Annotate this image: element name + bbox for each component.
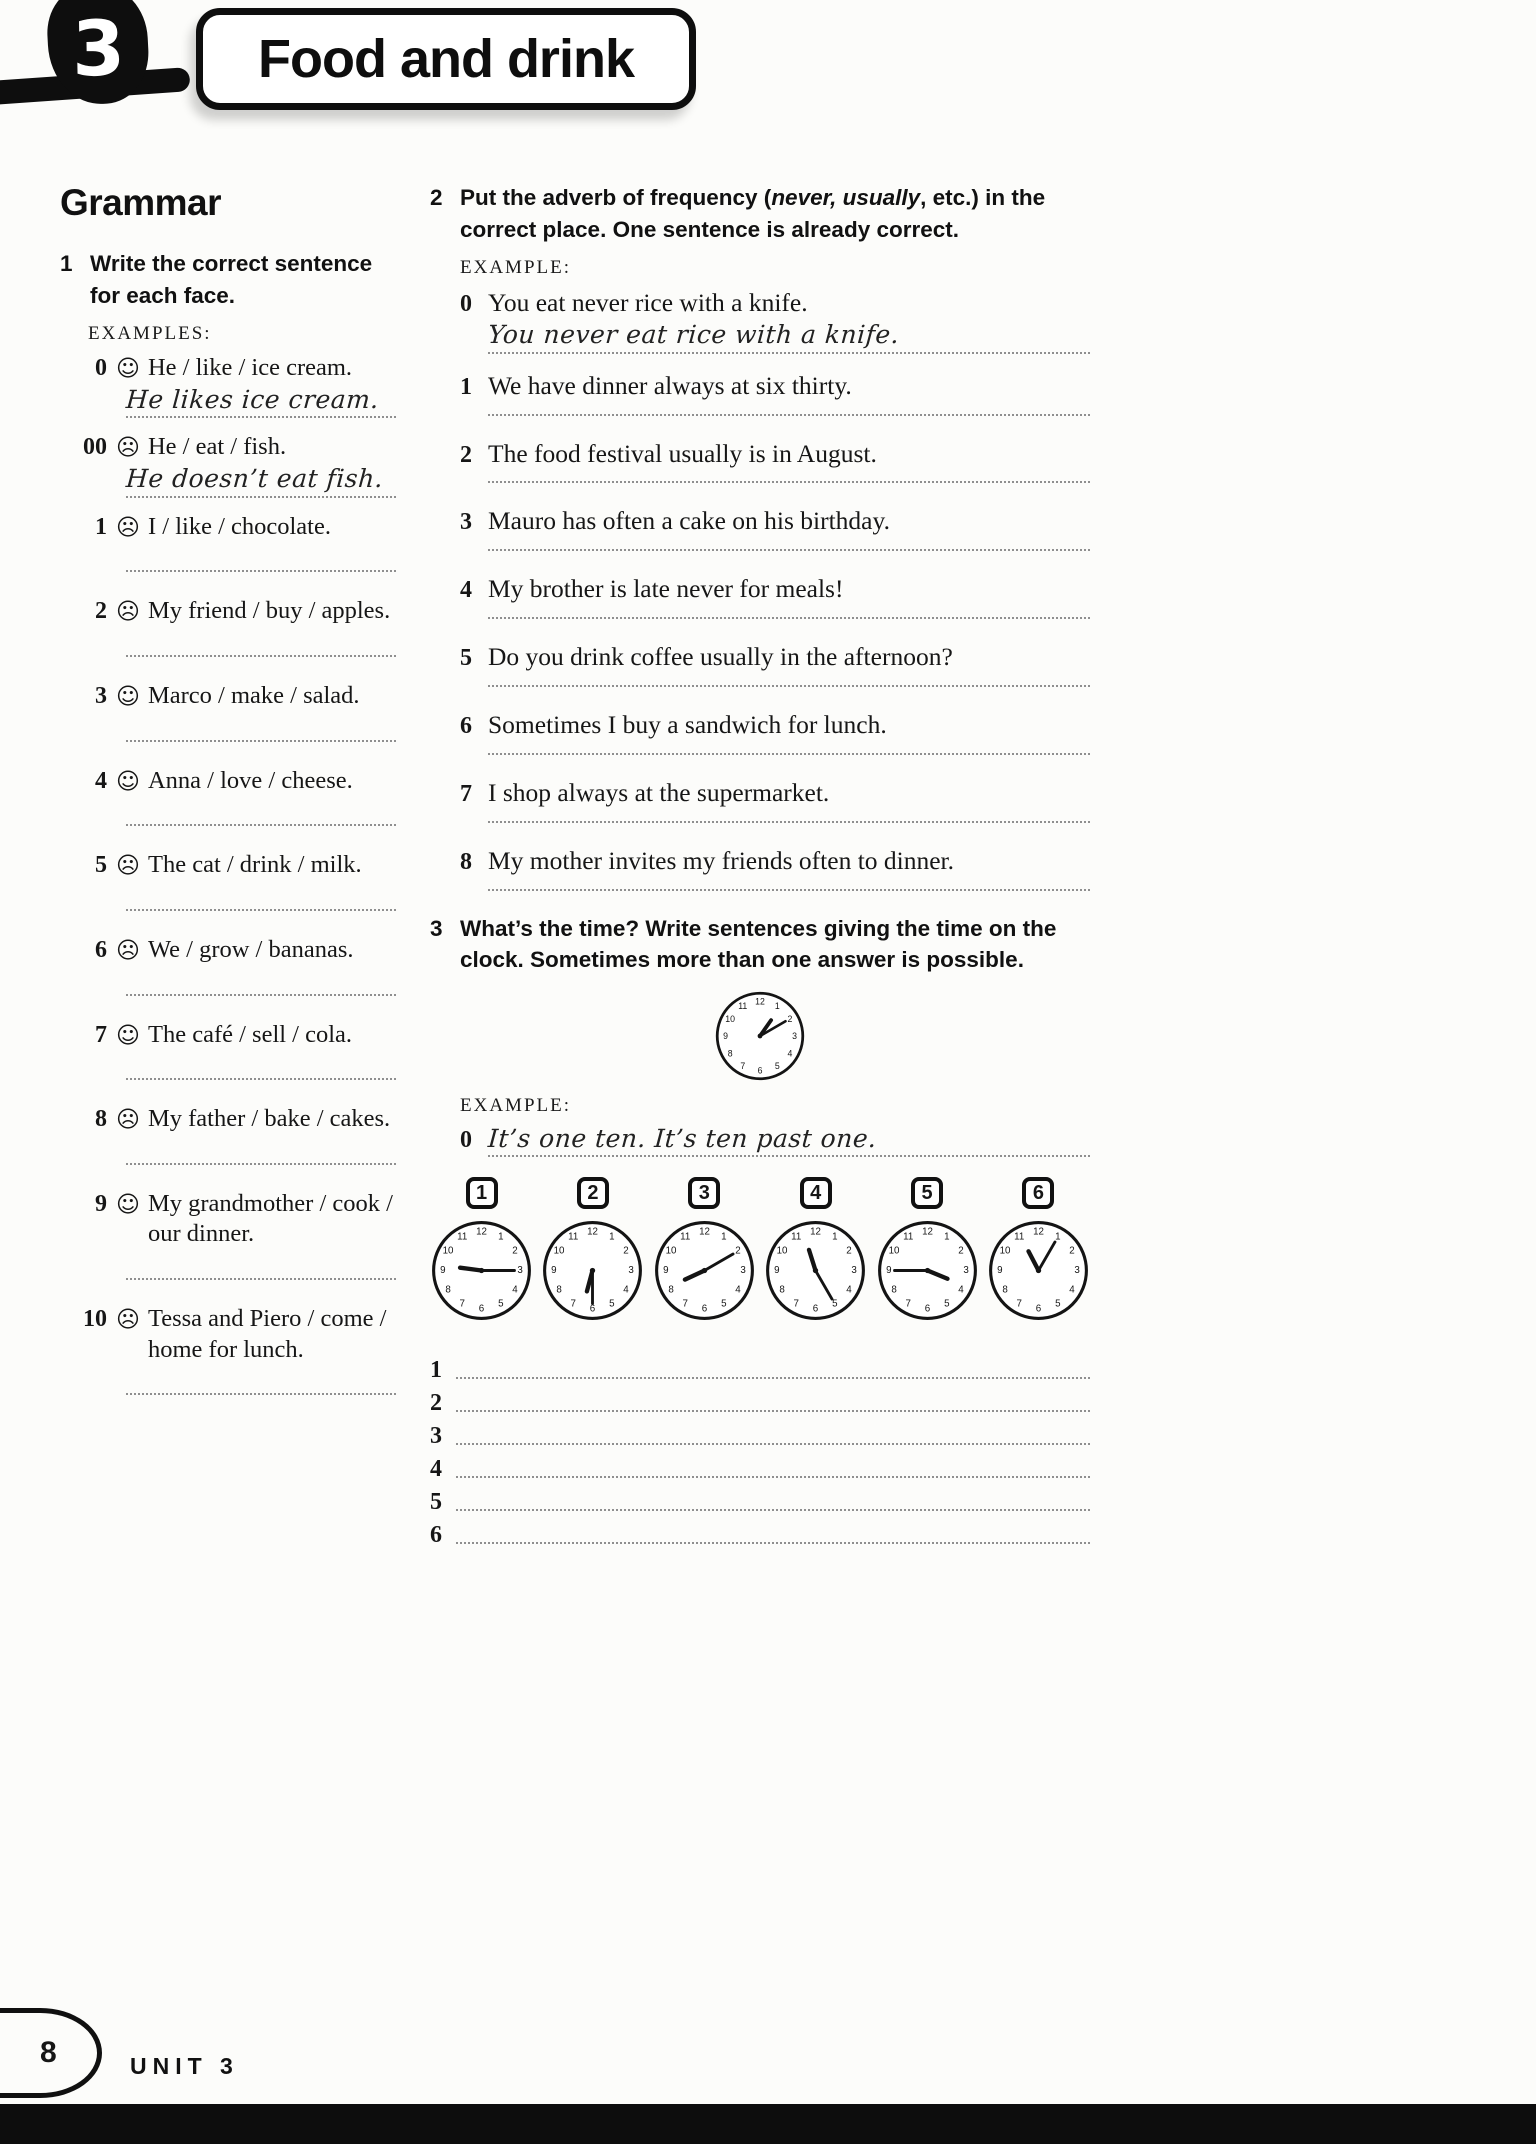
item-number: 10 [83,1306,107,1332]
svg-text:8: 8 [890,1284,897,1296]
svg-text:12: 12 [587,1226,599,1238]
exercise1-item [60,1104,396,1165]
svg-text:3: 3 [740,1265,746,1277]
unit-number: 3 [70,3,126,94]
svg-text:3: 3 [962,1265,969,1277]
svg-text:9: 9 [723,1030,728,1041]
exercise2-item [460,370,1090,416]
svg-text:11: 11 [902,1231,913,1243]
svg-text:12: 12 [921,1226,933,1238]
item-row [460,505,1090,537]
svg-text:4: 4 [846,1284,852,1296]
exercise3-answer-row [430,1351,1090,1384]
exercise3-instruction: What’s the time? Write sentences giving the time on the clock. Sometimes more than one answer is possible. [460,915,1057,973]
exercise3-answer-row [430,1516,1090,1549]
clock-item [764,1177,867,1327]
exercise1-item [60,432,396,497]
sad-face-icon: ☹ [116,599,140,626]
svg-text:5: 5 [720,1298,727,1310]
sad-face-icon: ☹ [116,1307,140,1333]
item-row [460,641,1090,673]
clock-number-badge [577,1177,609,1209]
answer-line[interactable] [126,1060,396,1080]
answer-line[interactable] [488,818,1090,823]
item-row [60,1189,396,1250]
item-number: 8 [95,1106,107,1133]
svg-text:12: 12 [755,996,765,1007]
happy-face-icon: ☺ [116,1022,140,1049]
item-prompt: The cat / drink / milk. [147,851,362,879]
happy-face-icon: ☺ [116,1191,140,1218]
svg-text:10: 10 [725,1013,735,1024]
item-number: 4 [460,577,472,604]
item-prompt: The café / sell / cola. [147,1020,353,1048]
item-number: 4 [95,767,107,794]
svg-text:6: 6 [812,1304,819,1315]
answer-line [126,465,396,498]
item-number: 5 [95,852,107,879]
exercise-number: 2 [430,185,443,210]
item-number: 9 [95,1190,107,1217]
svg-text:5: 5 [832,1298,838,1310]
exercise2-item [460,505,1090,551]
item-row [460,777,1090,809]
exercise3-answer-lines [430,1351,1090,1549]
exercise-number: 3 [430,915,443,941]
clock-number-badge [466,1177,498,1209]
answer-line[interactable] [126,976,396,996]
clock-number: 6 [1032,1181,1045,1204]
svg-text:2: 2 [735,1246,741,1258]
item-number: 6 [430,1522,442,1549]
exercise3-body [460,1095,1090,1158]
item-sentence: The food festival usually is in August. [488,438,877,468]
item-number: 3 [430,1423,442,1450]
svg-text:8: 8 [668,1284,674,1296]
exercise2-item [460,777,1090,823]
svg-text:11: 11 [679,1231,691,1243]
unit-footer-label: UNIT 3 [130,2053,239,2079]
item-number: 1 [460,373,472,400]
example-label: EXAMPLE: [460,1094,571,1116]
exercise1-item [60,1020,396,1081]
svg-text:11: 11 [457,1231,468,1243]
item-row [60,353,396,384]
item-row [60,850,396,881]
svg-text:10: 10 [665,1246,677,1258]
item-prompt: My grandmother / cook / our dinner. [147,1189,393,1248]
svg-text:1: 1 [774,1000,780,1011]
svg-text:11: 11 [1014,1231,1025,1243]
clock-number: 5 [921,1181,933,1204]
svg-text:7: 7 [1016,1298,1022,1310]
examples-label: EXAMPLES: [88,323,212,344]
example-label: EXAMPLE: [460,257,571,278]
svg-text:1: 1 [609,1231,615,1243]
svg-text:11: 11 [568,1231,579,1243]
sad-face-icon: ☹ [116,514,140,541]
item-prompt: Marco / make / salad. [147,682,360,709]
item-number: 0 [460,1126,472,1153]
svg-text:5: 5 [943,1298,950,1310]
svg-text:2: 2 [1069,1246,1075,1258]
clock-item [541,1177,644,1327]
item-prompt: My father / bake / cakes. [147,1105,391,1133]
svg-text:5: 5 [1055,1298,1061,1310]
svg-text:11: 11 [791,1231,802,1243]
svg-text:7: 7 [682,1298,688,1310]
item-number: 0 [460,291,472,317]
svg-text:10: 10 [776,1246,788,1258]
clock-face [987,1219,1090,1327]
item-row [460,438,1090,470]
sad-face-icon: ☹ [116,1107,140,1134]
svg-text:6: 6 [590,1304,596,1315]
answer-line[interactable] [456,1473,1090,1478]
svg-text:9: 9 [885,1265,892,1277]
exercise3-instruction-row [430,913,1090,976]
exercise2-item [460,573,1090,619]
svg-text:3: 3 [517,1265,523,1277]
svg-text:6: 6 [924,1304,930,1315]
svg-text:4: 4 [623,1284,630,1296]
svg-text:1: 1 [832,1231,838,1243]
clock-number-badge [1022,1177,1054,1209]
svg-text:2: 2 [787,1013,793,1024]
svg-text:4: 4 [512,1284,518,1296]
exercise2-instruction-row [430,182,1090,245]
answer-line[interactable] [456,1506,1090,1511]
svg-text:7: 7 [793,1298,800,1310]
svg-text:9: 9 [997,1265,1003,1277]
answer-line[interactable] [456,1539,1090,1544]
item-row [460,370,1090,402]
svg-text:2: 2 [957,1246,964,1258]
svg-text:6: 6 [757,1065,763,1076]
item-row [60,432,396,463]
clock-number: 2 [587,1181,599,1204]
item-prompt: Tessa and Piero / come / home for lunch. [147,1305,387,1363]
svg-text:8: 8 [445,1284,451,1296]
sad-face-icon: ☹ [116,853,140,880]
exercise1-item [60,1304,396,1395]
item-number: 2 [430,1390,442,1417]
svg-text:3: 3 [628,1265,635,1277]
unit-title: Food and drink [258,29,634,89]
svg-text:2: 2 [623,1246,630,1258]
example-row [460,287,1090,319]
happy-face-icon: ☺ [116,684,140,710]
item-number: 7 [95,1021,107,1048]
footer-black-bar [0,2104,1536,2144]
svg-text:5: 5 [609,1298,615,1310]
item-row [60,766,396,797]
svg-text:9: 9 [440,1265,446,1277]
handwritten-answer: You never eat rice with a knife. [487,319,901,349]
item-row [60,681,396,712]
item-row [460,573,1090,605]
answer-line [488,1125,1090,1158]
exercise2-item [460,438,1090,484]
exercise2-instruction [460,182,1090,245]
exercise1-instruction-row [60,248,396,311]
item-row [60,935,396,966]
svg-text:12: 12 [476,1226,487,1238]
item-number: 5 [430,1489,442,1516]
instruction-italic-text: never, usually [771,185,921,210]
item-row [460,709,1090,741]
example-clock-wrap [430,990,1090,1087]
answer-line[interactable] [456,1374,1090,1379]
answer-line[interactable] [126,806,396,826]
clock-face [541,1219,644,1327]
exercise2-items [460,370,1090,891]
clock-item [987,1177,1090,1327]
page-number: 8 [40,2036,57,2069]
svg-text:1: 1 [943,1231,950,1243]
svg-text:10: 10 [888,1246,900,1258]
example-clock [714,990,806,1087]
happy-face-icon: ☺ [116,356,140,382]
svg-text:4: 4 [1069,1284,1075,1296]
sad-face-icon: ☹ [116,435,140,462]
exercise1-item [60,766,396,827]
exercise3-example [460,1125,1090,1158]
answer-line[interactable] [126,1375,396,1395]
exercise3-answer-row [430,1417,1090,1450]
exercise3-answer-row [430,1384,1090,1417]
svg-text:8: 8 [556,1284,563,1296]
svg-text:5: 5 [498,1298,504,1310]
item-sentence: My brother is late never for meals! [488,574,844,604]
handwritten-answer: He likes ice cream. [125,384,380,414]
exercise2-item [460,641,1090,687]
svg-text:9: 9 [774,1265,780,1277]
item-row [60,1304,396,1365]
svg-text:4: 4 [735,1284,741,1296]
item-sentence: Do you drink coffee usually in the afternoon? [488,642,953,672]
item-sentence: We have dinner always at six thirty. [488,370,852,400]
page-columns [60,182,1090,1549]
svg-text:4: 4 [787,1047,793,1058]
exercise2-example [460,287,1090,354]
page-header [0,0,1536,160]
answer-line[interactable] [488,750,1090,755]
item-row [60,596,396,627]
answer-line [488,321,1090,354]
item-prompt: We / grow / bananas. [147,935,354,963]
example-sentence: You eat never rice with a knife. [488,288,808,317]
exercise1-item [60,353,396,418]
exercise3-answer-row [430,1450,1090,1483]
svg-text:7: 7 [459,1298,465,1310]
svg-text:1: 1 [498,1231,504,1243]
svg-text:7: 7 [905,1298,911,1310]
svg-text:10: 10 [442,1246,454,1258]
exercise1-examples [60,353,396,498]
exercise1-item [60,512,396,573]
exercise1-item [60,681,396,742]
instruction-text: , etc.) in the correct place. One sentence is already correct. [460,185,1046,242]
item-number: 1 [430,1357,442,1384]
unit-title-box [196,8,696,110]
svg-text:10: 10 [553,1246,565,1258]
clock-item [876,1177,979,1327]
instruction-text: Put the adverb of frequency ( [460,185,772,210]
page-number-shape [0,2008,102,2098]
clock-face [653,1219,756,1327]
item-sentence: Sometimes I buy a sandwich for lunch. [488,710,887,739]
clock-number-badge [800,1177,832,1209]
svg-text:12: 12 [698,1226,710,1238]
item-number: 2 [460,441,472,468]
answer-line[interactable] [488,886,1090,891]
handwritten-answer: It’s one ten. It’s ten past one. [487,1123,878,1153]
sad-face-icon: ☹ [116,937,140,964]
clock-row [430,1177,1090,1327]
answer-line[interactable] [488,478,1090,483]
svg-text:9: 9 [551,1265,557,1277]
exercise2-item [460,845,1090,891]
svg-text:9: 9 [662,1265,669,1277]
item-number: 4 [430,1456,442,1483]
item-number: 0 [95,355,107,381]
exercise-number: 1 [60,251,73,276]
grammar-heading: Grammar [60,182,222,223]
svg-text:6: 6 [1035,1304,1042,1315]
svg-text:8: 8 [779,1284,785,1296]
item-prompt: He / like / ice cream. [147,354,353,381]
svg-text:1: 1 [720,1231,727,1243]
item-sentence: My mother invites my friends often to dinner. [488,845,955,875]
clock-face [876,1219,979,1327]
clock-face [764,1219,867,1327]
answer-line[interactable] [456,1407,1090,1412]
item-number: 2 [95,598,107,625]
svg-text:2: 2 [846,1246,852,1258]
item-row [60,512,396,543]
item-prompt: I / like / chocolate. [147,512,331,540]
answer-line[interactable] [126,1145,396,1165]
svg-text:3: 3 [792,1030,797,1041]
item-number: 7 [460,780,472,807]
item-row [460,845,1090,877]
clock-number: 4 [810,1181,822,1204]
svg-text:3: 3 [851,1265,858,1277]
item-number: 3 [460,509,472,536]
clock-number: 1 [475,1181,488,1204]
svg-text:6: 6 [701,1304,707,1315]
item-number: 3 [95,683,107,709]
exercise1-item [60,935,396,996]
exercise-3 [430,913,1090,1550]
svg-text:10: 10 [999,1246,1011,1258]
item-sentence: Mauro has often a cake on his birthday. [488,506,890,536]
svg-text:1: 1 [1055,1231,1061,1243]
right-column [430,182,1090,1549]
exercise1-item [60,850,396,911]
item-row [60,1104,396,1135]
item-prompt: Anna / love / cheese. [147,766,353,794]
item-number: 00 [83,434,107,461]
clock-item [430,1177,533,1327]
item-number: 5 [460,645,472,672]
svg-text:8: 8 [727,1047,733,1058]
item-row [60,1020,396,1051]
svg-text:5: 5 [774,1060,780,1071]
answer-line[interactable] [488,614,1090,619]
clock-number-badge [688,1177,720,1209]
svg-text:7: 7 [570,1298,577,1310]
happy-face-icon: ☺ [116,768,140,795]
svg-text:12: 12 [810,1226,822,1238]
exercise1-item [60,596,396,657]
exercise2-item [460,709,1090,755]
item-number: 6 [95,936,107,963]
exercise3-answer-row [430,1483,1090,1516]
left-column [60,182,396,1549]
answer-line[interactable] [488,411,1090,416]
answer-line[interactable] [126,722,396,742]
item-prompt: He / eat / fish. [147,433,287,461]
svg-text:2: 2 [512,1246,518,1258]
item-prompt: My friend / buy / apples. [147,597,391,625]
svg-text:6: 6 [478,1304,485,1315]
clock-number: 3 [698,1181,710,1204]
svg-text:3: 3 [1074,1265,1080,1277]
exercise1-items [60,512,396,1396]
clock-item [653,1177,756,1327]
answer-line[interactable] [126,552,396,572]
handwritten-answer: He doesn’t eat fish. [125,464,385,493]
item-sentence: I shop always at the supermarket. [488,777,830,807]
clock-number-badge [911,1177,943,1209]
exercise-2 [430,182,1090,891]
answer-line[interactable] [126,1260,396,1280]
answer-line[interactable] [488,682,1090,687]
item-number: 1 [95,513,107,540]
clock-face [430,1219,533,1327]
exercise1-instruction: Write the correct sentence for each face. [90,251,373,308]
item-number: 8 [460,848,472,875]
answer-line[interactable] [126,891,396,911]
answer-line[interactable] [456,1440,1090,1445]
svg-text:12: 12 [1033,1226,1044,1238]
exercise2-body [460,257,1090,891]
exercise1-item [60,1189,396,1280]
answer-line[interactable] [126,637,396,657]
svg-text:11: 11 [738,1000,748,1011]
answer-line [126,386,396,419]
svg-text:8: 8 [1002,1284,1008,1296]
item-number: 6 [460,713,472,739]
svg-text:4: 4 [957,1284,964,1296]
answer-line[interactable] [488,546,1090,551]
svg-text:7: 7 [740,1060,746,1071]
exercise-1 [60,248,396,1395]
